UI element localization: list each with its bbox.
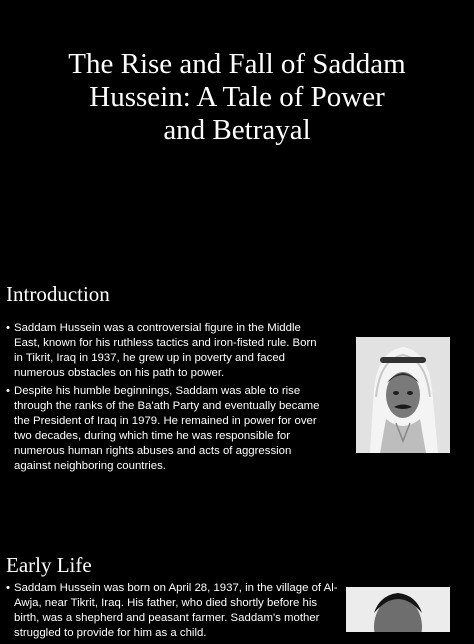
introduction-heading: Introduction	[6, 282, 110, 306]
introduction-bullet-1	[6, 321, 326, 381]
slide-title-line-2: Hussein: A Tale of Power	[89, 81, 385, 113]
early-life-bullet-list	[6, 581, 342, 644]
introduction-bullet-2	[6, 384, 326, 474]
early-life-photo-illustration	[346, 587, 450, 632]
early-life-photo	[346, 587, 450, 632]
bullet-icon: •	[6, 385, 10, 397]
early-life-bullet-1-text: Saddam Hussein was born on April 28, 1937, in the village of Al-Awja, near Tikrit, Iraq. His father, who died shortly before his birth, was a shepherd and peasant farmer. Saddam's mother struggled to provide for him as a child.	[14, 582, 338, 639]
bullet-icon: •	[6, 322, 10, 334]
early-life-heading: Early Life	[6, 553, 92, 577]
introduction-bullet-2-text: Despite his humble beginnings, Saddam was able to rise through the ranks of the Ba'ath Party and eventually became the President of Iraq in 1979. He remained in power for over two decades, during which time he was responsible for numerous human rights abuses and acts of aggression against neighboring countries.	[14, 385, 320, 472]
slide-title-line-3: and Betrayal	[163, 114, 311, 146]
portrait-illustration	[356, 337, 450, 453]
portrait-photo	[356, 337, 450, 453]
slide-title-line-1: The Rise and Fall of Saddam	[68, 48, 406, 80]
early-life-bullet-1	[6, 581, 342, 641]
bullet-icon: •	[6, 582, 10, 594]
introduction-bullet-1-text: Saddam Hussein was a controversial figure in the Middle East, known for his ruthless tactics and iron-fisted rule. Born in Tikrit, Iraq in 1937, he grew up in poverty and faced numerous obstacles on his path to power.	[14, 322, 317, 379]
introduction-bullet-list	[6, 321, 326, 477]
slide-title	[0, 48, 474, 147]
